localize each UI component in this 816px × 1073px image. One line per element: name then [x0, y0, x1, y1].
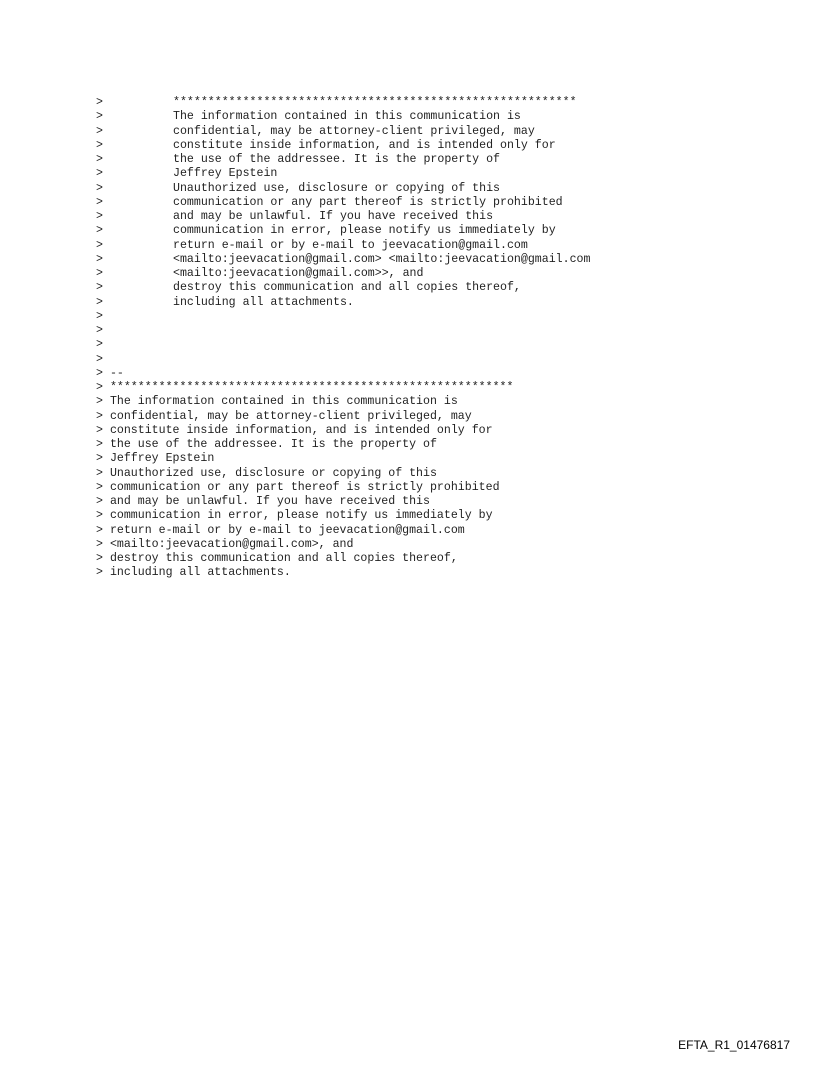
quote-marker: > [96, 566, 103, 580]
quote-marker: > [96, 210, 103, 223]
quoted-line [96, 410, 796, 424]
quote-marker: > [96, 409, 103, 423]
line-text: including all attachments. [109, 566, 291, 580]
quote-marker: > [96, 452, 103, 466]
quote-marker: > [96, 96, 103, 109]
quoted-line [96, 296, 796, 310]
line-text: constitute inside information, and is intended only for [173, 138, 556, 152]
line-text: the use of the addressee. It is the property of [109, 438, 437, 451]
quoted-line [96, 167, 796, 181]
quoted-line [96, 552, 796, 566]
quoted-line [96, 125, 796, 139]
quote-marker: > [96, 423, 103, 437]
line-text: ********************************************************** [109, 381, 514, 394]
quote-marker: > [96, 167, 103, 181]
quote-marker: > [96, 466, 103, 480]
quoted-line [96, 538, 796, 552]
quote-marker: > [96, 537, 103, 551]
quote-marker: > [96, 238, 103, 252]
line-text: confidential, may be attorney-client privileged, may [173, 124, 535, 138]
line-text: Unauthorized use, disclosure or copying of this [109, 466, 437, 480]
quoted-line [96, 424, 796, 438]
quote-marker: > [96, 295, 103, 309]
line-text: <mailto:jeevacation@gmail.com>, and [109, 537, 354, 551]
quoted-disclaimer [96, 381, 796, 581]
quote-marker: > [96, 110, 103, 124]
nested-quoted-disclaimer [96, 96, 796, 367]
quote-marker: > [96, 138, 103, 152]
signature-separator: -- [109, 366, 124, 380]
quote-marker: > [96, 366, 103, 380]
quoted-line [96, 495, 796, 509]
quote-marker: > [96, 195, 103, 209]
quote-marker: > [96, 495, 103, 508]
quoted-line [96, 110, 796, 124]
quoted-line [96, 239, 796, 253]
quoted-line [96, 182, 796, 196]
quote-marker: > [96, 395, 103, 409]
quote-marker: > [96, 324, 103, 337]
quoted-line [96, 281, 796, 295]
quote-marker: > [96, 267, 103, 280]
line-text: Jeffrey Epstein [173, 167, 278, 181]
quoted-line [96, 224, 796, 238]
line-text: including all attachments. [173, 295, 354, 309]
line-text: <mailto:jeevacation@gmail.com>>, and [173, 267, 424, 280]
signature-separator-line [96, 367, 796, 381]
quoted-line [96, 381, 796, 395]
line-text: communication or any part thereof is strictly prohibited [109, 480, 500, 494]
line-text: constitute inside information, and is intended only for [109, 423, 493, 437]
quote-marker: > [96, 523, 103, 537]
quoted-line [96, 210, 796, 224]
quoted-line [96, 467, 796, 481]
line-text: Jeffrey Epstein [109, 452, 215, 466]
quote-marker: > [96, 181, 103, 195]
email-body [96, 96, 796, 581]
line-text: The information contained in this communication is [173, 110, 521, 124]
quoted-line [96, 566, 796, 580]
quoted-line [96, 310, 796, 324]
quote-marker: > [96, 552, 103, 565]
quoted-line [96, 153, 796, 167]
quote-marker: > [96, 338, 103, 352]
quote-marker: > [96, 509, 103, 523]
quoted-line [96, 139, 796, 153]
quote-marker: > [96, 252, 103, 266]
quoted-line [96, 96, 796, 110]
quote-marker: > [96, 281, 103, 295]
quoted-line [96, 267, 796, 281]
quoted-line [96, 438, 796, 452]
line-text: confidential, may be attorney-client privileged, may [109, 409, 472, 423]
quoted-line [96, 524, 796, 538]
line-text: communication in error, please notify us immediately by [109, 509, 493, 523]
line-text: communication or any part thereof is strictly prohibited [173, 195, 563, 209]
quoted-line [96, 353, 796, 367]
line-text: <mailto:jeevacation@gmail.com> <mailto:jeevacation@gmail.com [173, 252, 591, 266]
quoted-line [96, 196, 796, 210]
line-text: the use of the addressee. It is the property of [173, 153, 500, 166]
quote-marker: > [96, 309, 103, 323]
line-text: destroy this communication and all copies thereof, [173, 281, 521, 295]
line-text: and may be unlawful. If you have received this [173, 210, 494, 223]
line-text: return e-mail or by e-mail to jeevacation@gmail.com [109, 523, 465, 537]
quoted-line [96, 395, 796, 409]
quote-marker: > [96, 124, 103, 138]
line-text: destroy this communication and all copies thereof, [109, 552, 458, 565]
line-text: return e-mail or by e-mail to jeevacation@gmail.com [173, 238, 528, 252]
quoted-line [96, 253, 796, 267]
bates-number: EFTA_R1_01476817 [678, 1038, 790, 1052]
quote-marker: > [96, 480, 103, 494]
quote-marker: > [96, 153, 103, 166]
quote-marker: > [96, 352, 103, 366]
quote-marker: > [96, 381, 103, 394]
quoted-line [96, 452, 796, 466]
quoted-line [96, 324, 796, 338]
line-text: The information contained in this communication is [109, 395, 458, 409]
quoted-line [96, 509, 796, 523]
quoted-line [96, 481, 796, 495]
line-text: ********************************************************** [173, 96, 577, 109]
line-text: and may be unlawful. If you have received this [109, 495, 430, 508]
line-text: communication in error, please notify us immediately by [173, 224, 556, 238]
quote-marker: > [96, 224, 103, 238]
quoted-line [96, 338, 796, 352]
quote-marker: > [96, 438, 103, 451]
line-text: Unauthorized use, disclosure or copying of this [173, 181, 500, 195]
